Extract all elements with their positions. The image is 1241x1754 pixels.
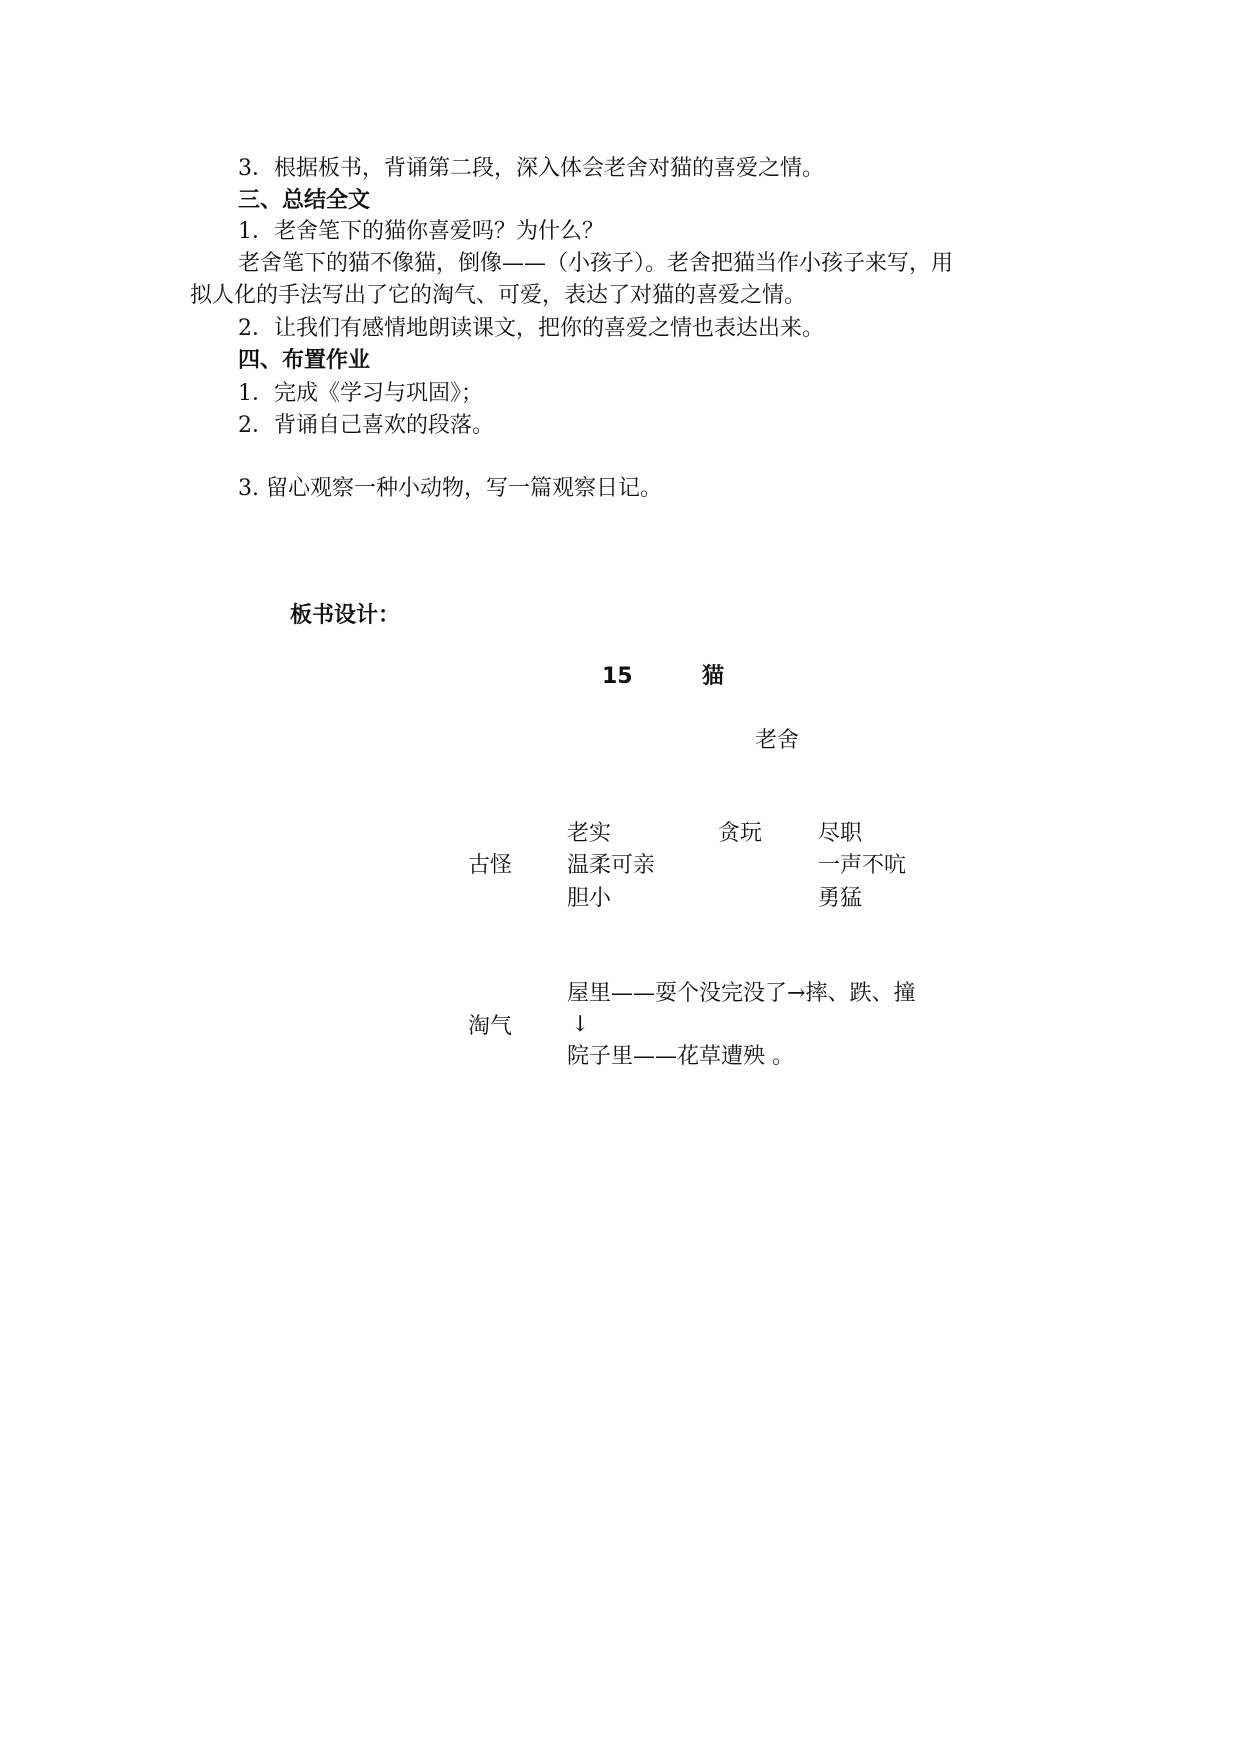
board-design-label: 板书设计： <box>290 603 401 628</box>
trait-gentle: 温柔可亲 <box>567 853 656 878</box>
trait-playful: 贪玩 <box>718 821 763 846</box>
naughty-indoors-line <box>567 980 915 1008</box>
trait-timid: 胆小 <box>567 886 612 911</box>
homework-item-3: 3. 留心观察一种小动物，写一篇观察日记。 <box>238 476 662 501</box>
answer-line-2: 拟人化的手法写出了它的淘气、可爱，表达了对猫的喜爱之情。 <box>190 283 807 308</box>
trait-brave: 勇猛 <box>818 886 863 911</box>
arrow-down-icon: ↓ <box>571 1012 590 1037</box>
step-3: 3．根据板书，背诵第二段，深入体会老舍对猫的喜爱之情。 <box>238 156 824 181</box>
naughty-indoors-result: 摔、跌、撞 <box>805 981 916 1006</box>
trait-group-head-odd: 古怪 <box>468 853 513 878</box>
trait-honest: 老实 <box>567 821 612 846</box>
homework-item-1: 1．完成《学习与巩固》； <box>238 381 483 406</box>
answer-line-1: 老舍笔下的猫不像猫，倒像——（小孩子）。老舍把猫当作小孩子来写，用 <box>238 251 954 276</box>
arrow-right-icon: → <box>787 981 806 1006</box>
trait-silent: 一声不吭 <box>818 853 907 878</box>
trait-group-head-naughty: 淘气 <box>468 1014 513 1039</box>
naughty-yard-line: 院子里——花草遭殃 。 <box>567 1044 794 1069</box>
homework-item-2: 2．背诵自己喜欢的段落。 <box>238 413 494 438</box>
naughty-indoors-text: 屋里——耍个没完没了 <box>567 981 788 1006</box>
board-lesson-number: 15 <box>602 664 633 689</box>
section-heading-summary: 三、总结全文 <box>238 188 371 213</box>
board-title: 猫 <box>702 664 725 689</box>
question-1: 1．老舍笔下的猫你喜爱吗？为什么？ <box>238 219 604 244</box>
trait-dutiful: 尽职 <box>818 821 863 846</box>
board-author: 老舍 <box>755 728 800 753</box>
question-2: 2．让我们有感情地朗读课文，把你的喜爱之情也表达出来。 <box>238 316 824 341</box>
section-heading-homework: 四、布置作业 <box>238 348 371 373</box>
